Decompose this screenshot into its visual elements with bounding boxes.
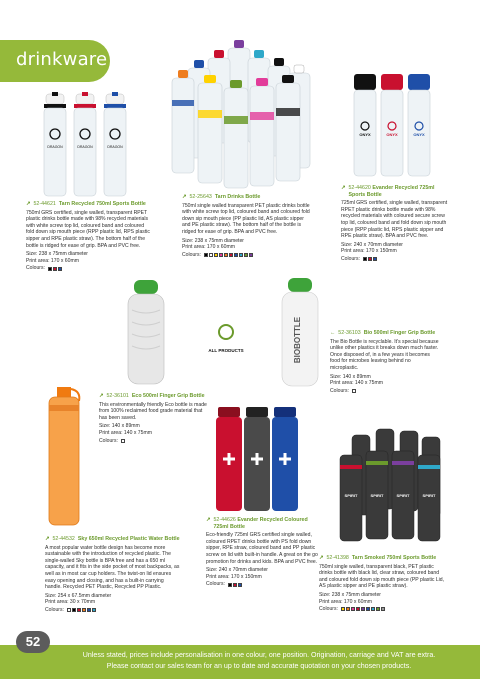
- spirit-logo-text: SPIRIT: [344, 493, 358, 498]
- colour-swatch: [366, 607, 370, 611]
- footer-line-2: Please contact our sales team for an up to date and accurate quotation on your chosen products.: [106, 662, 412, 670]
- spirit-logo-text: SPIRIT: [370, 493, 384, 498]
- dragon-logo-text: DRAGON: [47, 145, 63, 149]
- tarn-smoked-bottles-image: [338, 425, 444, 545]
- colour-swatch: [48, 267, 52, 271]
- colour-swatch: [352, 389, 356, 393]
- colour-swatch: [351, 607, 355, 611]
- colour-swatch: [72, 608, 76, 612]
- colour-swatch: [341, 607, 345, 611]
- sky-bottle-image: [45, 385, 85, 527]
- product-description: Eco-friendly 725ml GRS certified single walled, coloured RPET drinks bottle with PS fold down sipper, RPE straw, coloured band and PP plastic screw on lid with built-in handle. A great on the go promotion for drinks and kids. BPA and PVC free.: [206, 532, 318, 565]
- arrow-icon: ↗: [26, 201, 31, 207]
- section-title: drinkware: [16, 49, 108, 70]
- colour-swatch: [204, 253, 208, 257]
- colour-swatch: [376, 607, 380, 611]
- arrow-icon: ←: [330, 330, 336, 336]
- product-print-area: Print area: 30 x 70mm: [45, 599, 96, 606]
- product-description: 750ml single walled, transparent black, PET plastic drinks bottle with black lid, clear straw, coloured band and coloured fold down sip mouth piece (PP plastic Lid, AS plastic sipper and PE plastic straw).: [319, 563, 445, 590]
- arrow-icon: ↗: [341, 185, 346, 191]
- product-print-area: Print area: 170 x 60mm: [26, 257, 79, 264]
- product-size: Size: 140 x 89mm: [330, 373, 371, 380]
- bio-logo-text: BIOBOTTLE: [293, 316, 302, 364]
- product-print-area: Print area: 170 x 150mm: [341, 248, 397, 255]
- evander-coloured-bottles-image: [214, 405, 298, 513]
- product-print-area: Print area: 170 x 60mm: [182, 244, 235, 251]
- colour-swatch: [368, 257, 372, 261]
- product-name: Sky 650ml Recycled Plastic Water Bottle: [77, 536, 180, 542]
- colour-swatch: [346, 607, 350, 611]
- spirit-logo-text: SPIRIT: [422, 493, 436, 498]
- product-name: Eco 500ml Finger Grip Bottle: [131, 393, 205, 399]
- colour-swatch: [228, 583, 232, 587]
- product-size: Size: 240 x 70mm diameter: [206, 567, 269, 574]
- product-description: 750ml GRS certified, single walled, transparent RPET plastic drinks bottle made with 98% recycled materials with white screw top lid, coloured band and coloured fold down sip mouth piece (RPP plastic lid, RPS plastic sipper and RPE plastic straw). The bottom half of the bottle is ridged for ease of grip. BPA and PVC free.: [26, 209, 150, 249]
- product-size: Size: 238 x 75mm diameter: [26, 251, 89, 258]
- spirit-logo-text: SPIRIT: [396, 493, 410, 498]
- colour-swatch: [53, 267, 57, 271]
- bio-bottle-image: [204, 278, 324, 388]
- product-description: A most popular water bottle design has become more sustainable with the introduction of recycled plastic. The single-walled Sky bottle is BPA free and has a 650 ml capacity, and it fits in the side pocket of most backpacks, as well as in most car cup holders. The twist-on lid ensures easy opening and closing, and has a built-in carrying handle. Recycled PET Plastic, Recycled PP Plastic.: [45, 544, 180, 591]
- colour-swatch: [219, 253, 223, 257]
- product-size: Size: 254 x 67.5mm diameter: [45, 592, 112, 599]
- colour-swatch: [82, 608, 86, 612]
- colour-swatches: Colours:: [45, 607, 181, 614]
- product-evander-coloured: ↗ 52-44626 Evander Recycled Coloured 725ml Bottle Eco-friendly 725ml GRS certified single walled, coloured RPET drinks bottle with PS fold down sipper, RPE straw, coloured band and PP plastic screw on lid with built-in handle. A great on the go promotion for drinks and kids. BPA and PVC free. Size: 240 x 70mm diameter Print area: 170 x 150mm Colours:: [206, 517, 318, 588]
- dragon-logo-text: DRAGON: [77, 145, 93, 149]
- colour-swatch: [58, 267, 62, 271]
- product-name: Evander Recycled 725ml Sports Bottle: [348, 185, 435, 198]
- colour-swatch: [92, 608, 96, 612]
- arrow-icon: ↗: [99, 393, 104, 399]
- eco-bottle-image: [126, 280, 166, 386]
- product-print-area: Print area: 140 x 75mm: [99, 429, 152, 436]
- colour-swatch: [373, 257, 377, 261]
- product-size: Size: 238 x 75mm diameter: [182, 237, 245, 244]
- onyx-logo-text: ONYX: [413, 132, 425, 137]
- product-name: Tarn Recycled 750ml Sports Bottle: [58, 201, 146, 207]
- colour-swatch: [67, 608, 71, 612]
- product-print-area: Print area: 170 x 60mm: [319, 598, 372, 605]
- colour-swatch: [233, 583, 237, 587]
- product-name: Bio 500ml Finger Grip Bottle: [363, 330, 436, 336]
- section-tab: [0, 40, 110, 82]
- dragon-logo-text: DRAGON: [107, 145, 123, 149]
- colour-swatches: Colours:: [99, 438, 209, 445]
- product-print-area: Print area: 140 x 75mm: [330, 380, 383, 387]
- evander-recycled-bottles-image: [352, 74, 434, 178]
- colour-swatches: Colours:: [26, 265, 150, 272]
- arrow-icon: ↗: [45, 536, 50, 542]
- colour-swatches: Colours:: [341, 256, 451, 263]
- colour-swatch: [234, 253, 238, 257]
- product-description: This environmentally friendly Eco bottle is made from 100% reclaimed food grade material that has been saved.: [99, 401, 207, 421]
- all-products-logo-text: ALL PRODUCTS: [208, 348, 244, 353]
- product-size: Size: 140 x 89mm: [99, 423, 140, 430]
- arrow-icon: ↗: [319, 555, 324, 561]
- product-description: 725ml GRS certified, single walled, transparent RPET plastic drinks bottle made with 98% recycled materials with coloured secure screw top lid, coloured band and fold down sip mouth piece (RPP plastic lid, RPS plastic sipper and RPE plastic straw). BPA and PVC free.: [341, 200, 448, 240]
- colour-swatch: [239, 253, 243, 257]
- colour-swatches: Colours:: [319, 606, 447, 613]
- product-eco-bottle: ↗ 52-36101 Eco 500ml Finger Grip Bottle This environmentally friendly Eco bottle is made from 100% reclaimed food grade material that has been saved. Size: 140 x 89mm Print area: 140 x 75mm Colours:: [99, 393, 209, 444]
- product-evander-recycled: ↗ 52-44620 Evander Recycled 725ml Sports Bottle 725ml GRS certified, single walled, transparent RPET plastic drinks bottle made with 98% recycled materials with coloured secure screw top lid, coloured band and fold down sip mouth piece (RPP plastic lid, RPS plastic sipper and RPE plastic straw). BPA and PVC free. Size: 240 x 70mm diameter Print area: 170 x 150mm Colours:: [341, 185, 451, 263]
- colour-swatches: Colours:: [206, 581, 318, 588]
- colour-swatch: [214, 253, 218, 257]
- onyx-logo-text: ONYX: [359, 132, 371, 137]
- product-name: Tarn Smoked 750ml Sports Bottle: [351, 555, 437, 561]
- colour-swatch: [361, 607, 365, 611]
- product-tarn-drinks: ↗ 52-25643 Tarn Drinks Bottle 750ml single walled transparent PET plastic drinks bottle with white screw top lid, coloured band and coloured fold down sip mouth piece (PP plastic lid, AS plastic sipper and PE plastic straw). The bottom half of the bottle is ridged for ease of grip. BPA and PVC free. Size: 238 x 75mm diameter Print area: 170 x 60mm Colours:: [182, 194, 310, 258]
- product-bio-bottle: ← 52-36103 Bio 500ml Finger Grip Bottle The Bio Bottle is recyclable. It's special because unlike other plastics it breaks down much faster. Once disposed of, in a few years it becomes food for microbes leaving behind no microplastic. Size: 140 x 89mm Print area: 140 x 75mm Colours:: [330, 330, 439, 394]
- colour-swatch: [244, 253, 248, 257]
- colour-swatch: [249, 253, 253, 257]
- product-size: Size: 240 x 70mm diameter: [341, 241, 404, 248]
- colour-swatch: [363, 257, 367, 261]
- colour-swatch: [371, 607, 375, 611]
- tarn-drinks-bottles-image: [168, 38, 328, 188]
- arrow-icon: ↗: [182, 194, 187, 200]
- colour-swatches: Colours:: [330, 388, 440, 395]
- tarn-recycled-bottles-image: [38, 92, 130, 200]
- arrow-icon: ↗: [206, 517, 211, 523]
- product-description: The Bio Bottle is recyclable. It's special because unlike other plastics it breaks down much faster. Once disposed of, in a few years it becomes food for microbes leaving behind no microplastic.: [330, 338, 439, 371]
- footer-line-1: Unless stated, prices include personalisation in one colour, one position. Origination, carriage and VAT are extra.: [82, 651, 436, 659]
- colour-swatch: [238, 583, 242, 587]
- colour-swatch: [87, 608, 91, 612]
- product-print-area: Print area: 170 x 150mm: [206, 573, 262, 580]
- product-name: Tarn Drinks Bottle: [214, 194, 261, 200]
- colour-swatch: [356, 607, 360, 611]
- product-size: Size: 238 x 75mm diameter: [319, 591, 382, 598]
- colour-swatch: [121, 439, 125, 443]
- footer-text: [42, 650, 476, 672]
- onyx-logo-text: ONYX: [386, 132, 398, 137]
- product-tarn-smoked: ↗ 52-41398 Tarn Smoked 750ml Sports Bottle 750ml single walled, transparent black, PET plastic drinks bottle with black lid, clear straw, coloured band and coloured fold down sip mouth piece (PP plastic Lid, AS plastic sipper and PE plastic straw). Size: 238 x 75mm diameter Print area: 170 x 60mm Colours:: [319, 555, 447, 613]
- colour-swatch: [77, 608, 81, 612]
- colour-swatch: [224, 253, 228, 257]
- colour-swatch: [229, 253, 233, 257]
- colour-swatches: Colours:: [182, 252, 310, 259]
- product-description: 750ml single walled transparent PET plastic drinks bottle with white screw top lid, coloured band and coloured fold down sip mouth piece (PP plastic lid, AS plastic sipper and PE plastic straw). The bottom half of the bottle is ridged for ease of grip. BPA and PVC free.: [182, 202, 310, 235]
- page-number: 52: [16, 631, 50, 653]
- colour-swatch: [209, 253, 213, 257]
- product-name: Evander Recycled Coloured 725ml Bottle: [213, 517, 308, 530]
- footer-bar: [0, 645, 480, 679]
- product-sky-bottle: ↗ 52-44532 Sky 650ml Recycled Plastic Water Bottle A most popular water bottle design has become more sustainable with the introduction of recycled plastic. The single-walled Sky bottle is BPA free and has a 650 ml capacity, and it fits in the side pocket of most backpacks, as well as in most car cup holders. The twist-on lid ensures easy opening and closing, and has a built-in carrying handle. Recycled PET Plastic, Recycled PP Plastic. Size: 254 x 67.5mm diameter Print area: 30 x 70mm Colours:: [45, 536, 180, 613]
- product-tarn-recycled: ↗ 52-44621 Tarn Recycled 750ml Sports Bottle 750ml GRS certified, single walled, transparent RPET plastic drinks bottle made with 98% recycled materials with white screw top lid, coloured band and coloured fold down sip mouth piece (RPP plastic lid, RPS plastic sipper and RPE plastic straw). The bottom half of the bottle is ridged for ease of grip. BPA and PVC free. Size: 238 x 75mm diameter Print area: 170 x 60mm Colours:: [26, 201, 150, 272]
- colour-swatch: [381, 607, 385, 611]
